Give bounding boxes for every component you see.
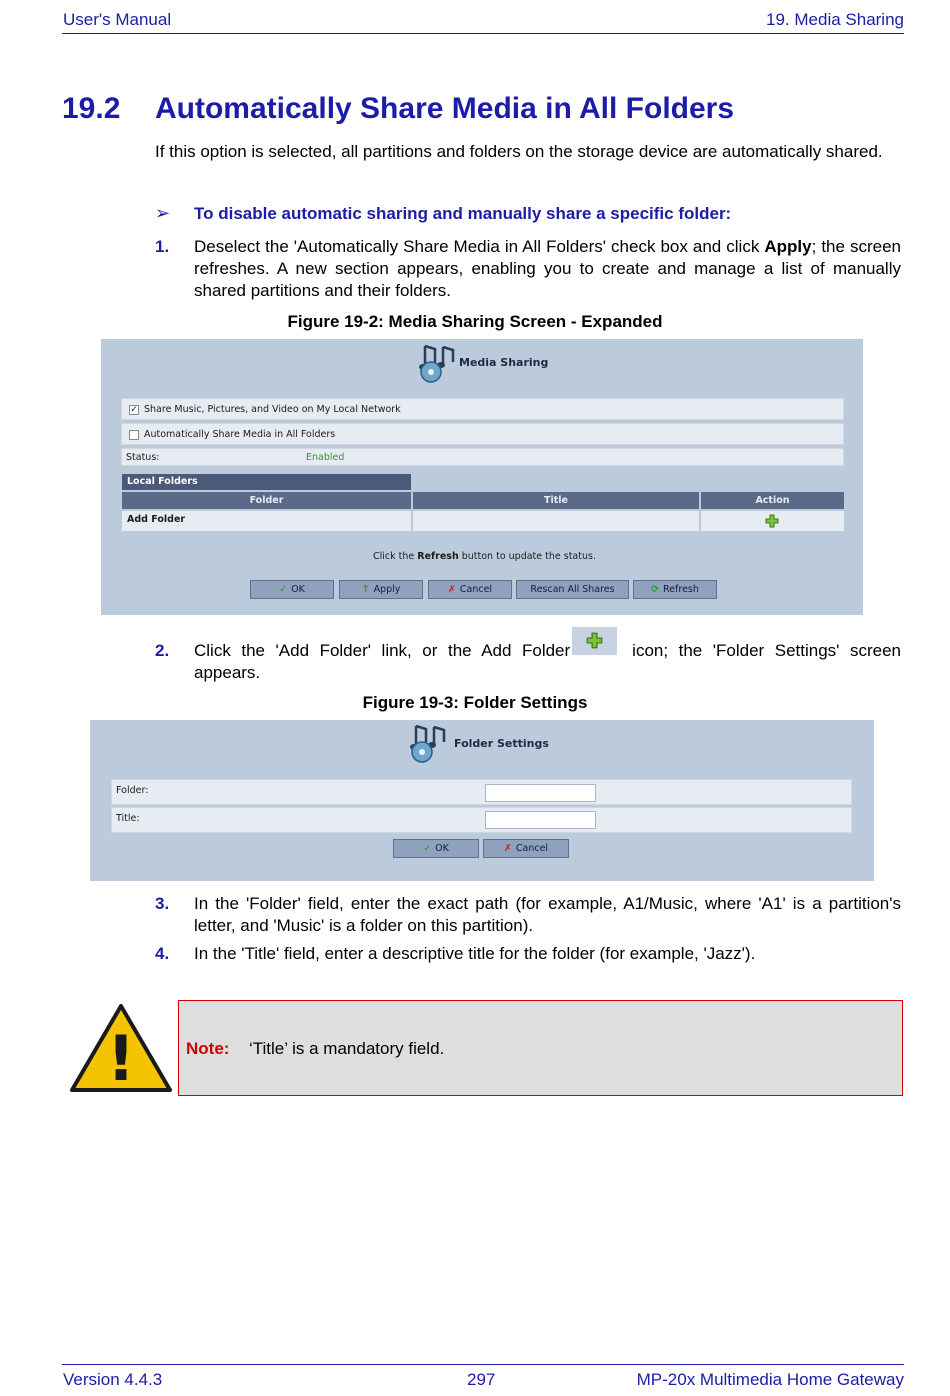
add-folder-icon-inline bbox=[572, 627, 617, 655]
refresh-hint bbox=[373, 551, 596, 562]
refresh-icon: ⟳ bbox=[651, 584, 660, 595]
title-input[interactable] bbox=[485, 811, 596, 829]
title-label: Title: bbox=[116, 813, 140, 824]
add-folder-plus-icon[interactable] bbox=[765, 514, 779, 528]
step-text-part: icon; the 'Folder Settings' screen appears. bbox=[194, 641, 901, 682]
share-media-checkbox[interactable]: ✓ bbox=[130, 405, 138, 415]
step-number: 1. bbox=[155, 237, 170, 256]
cancel-label: Cancel bbox=[459, 584, 493, 595]
folder-label: Folder: bbox=[116, 785, 149, 796]
ok-label: OK bbox=[435, 843, 449, 854]
apply-emphasis: Apply bbox=[764, 237, 812, 256]
step-text-part: Click the 'Add Folder' link, or the Add Folder bbox=[194, 641, 571, 660]
auto-share-checkbox[interactable] bbox=[129, 430, 139, 440]
page-footer bbox=[62, 1364, 904, 1396]
share-media-checkbox-row[interactable] bbox=[121, 398, 844, 420]
step-1 bbox=[155, 236, 901, 302]
step-text bbox=[194, 236, 901, 302]
section-number: 19.2 bbox=[62, 92, 121, 125]
ok-button[interactable] bbox=[250, 580, 334, 599]
hint-refresh-word: Refresh bbox=[417, 551, 459, 562]
step-number: 3. bbox=[155, 894, 170, 913]
folder-settings-screenshot bbox=[90, 720, 874, 881]
action-cell bbox=[701, 511, 844, 531]
warning-icon bbox=[68, 1000, 174, 1096]
auto-share-checkbox-row[interactable] bbox=[121, 423, 844, 445]
figure-caption: Figure 19-3: Folder Settings bbox=[362, 693, 588, 712]
status-row bbox=[121, 448, 844, 466]
step-text: In the 'Title' field, enter a descriptive title for the folder (for example, 'Jazz'). bbox=[194, 944, 756, 963]
step-text bbox=[194, 640, 901, 684]
x-icon: ✗ bbox=[503, 843, 512, 854]
warning-glyph: ! bbox=[106, 1022, 136, 1095]
header-manual-title: User's Manual bbox=[63, 10, 172, 29]
section-title: Automatically Share Media in All Folders bbox=[155, 92, 735, 125]
figure-caption: Figure 19-2: Media Sharing Screen - Expanded bbox=[287, 312, 663, 331]
note-box bbox=[178, 1000, 903, 1096]
step-number: 4. bbox=[155, 944, 170, 963]
step-4 bbox=[155, 943, 901, 965]
step-number: 2. bbox=[155, 641, 170, 660]
status-value: Enabled bbox=[306, 452, 345, 463]
step-text: In the 'Folder' field, enter the exact path (for example, A1/Music, where 'A1' is a partition's letter, and 'Music' is a folder on this partition). bbox=[194, 894, 901, 935]
step-3 bbox=[155, 893, 901, 937]
page-header bbox=[62, 10, 904, 34]
share-media-label: Share Music, Pictures, and Video on My Local Network bbox=[144, 404, 401, 415]
hint-text: Click the bbox=[373, 551, 418, 562]
media-sharing-icon bbox=[417, 344, 457, 384]
arrow-bullet-icon: ➢ bbox=[155, 203, 171, 223]
media-sharing-screenshot bbox=[101, 339, 863, 615]
folder-row bbox=[111, 779, 852, 805]
footer-version: Version 4.4.3 bbox=[63, 1370, 163, 1389]
add-folder-link[interactable]: Add Folder bbox=[122, 511, 411, 531]
ok-label: OK bbox=[291, 584, 305, 595]
apply-button[interactable] bbox=[339, 580, 423, 599]
refresh-label: Refresh bbox=[663, 584, 699, 595]
note-text: ‘Title’ is a mandatory field. bbox=[249, 1039, 445, 1058]
note-label: Note: bbox=[186, 1039, 230, 1058]
procedure-title: To disable automatic sharing and manually share a specific folder: bbox=[194, 204, 732, 223]
intro-paragraph: If this option is selected, all partitions and folders on the storage device are automatically shared. bbox=[155, 142, 883, 161]
folder-input[interactable] bbox=[485, 784, 596, 802]
arrow-up-icon: ↑ bbox=[361, 584, 370, 595]
column-header-action: Action bbox=[701, 492, 844, 509]
apply-label: Apply bbox=[373, 584, 401, 595]
cancel-label: Cancel bbox=[515, 843, 549, 854]
page-number: 297 bbox=[467, 1370, 496, 1389]
footer-product: MP-20x Multimedia Home Gateway bbox=[636, 1370, 904, 1389]
x-icon: ✗ bbox=[447, 584, 456, 595]
status-label: Status: bbox=[126, 452, 160, 463]
check-icon: ✓ bbox=[423, 843, 432, 854]
folder-settings-icon bbox=[408, 724, 448, 764]
check-icon: ✓ bbox=[279, 584, 288, 595]
screen-title: Media Sharing bbox=[459, 356, 549, 369]
ok-button[interactable] bbox=[393, 839, 479, 858]
column-header-folder: Folder bbox=[122, 492, 411, 509]
cancel-button[interactable] bbox=[428, 580, 512, 599]
header-chapter: 19. Media Sharing bbox=[766, 10, 904, 29]
rescan-all-shares-button[interactable]: Rescan All Shares bbox=[516, 580, 629, 599]
title-row bbox=[111, 807, 852, 833]
plus-icon bbox=[586, 632, 603, 649]
hint-text: button to update the status. bbox=[458, 551, 596, 562]
title-cell bbox=[413, 511, 699, 531]
auto-share-label: Automatically Share Media in All Folders bbox=[144, 429, 336, 440]
local-folders-header: Local Folders bbox=[122, 474, 411, 490]
cancel-button[interactable] bbox=[483, 839, 569, 858]
screen-title: Folder Settings bbox=[454, 737, 549, 750]
step-text-part: Deselect the 'Automatically Share Media in All Folders' check box and click bbox=[194, 237, 765, 256]
step-text-part: ; the screen refreshes. A new section appears, enabling you to create and manage a list of manually shared partitions and their folders. bbox=[194, 237, 902, 300]
refresh-button[interactable] bbox=[633, 580, 717, 599]
column-header-title: Title bbox=[413, 492, 699, 509]
step-2 bbox=[155, 640, 901, 684]
